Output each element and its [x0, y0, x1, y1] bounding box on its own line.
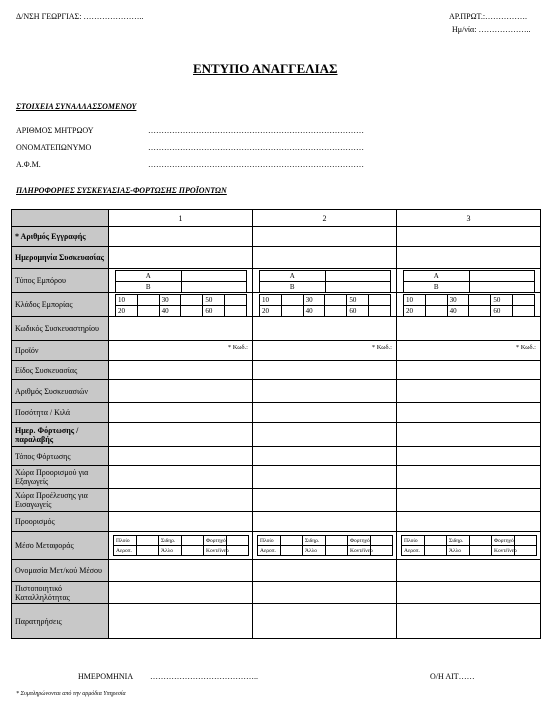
trade-sector-cell-1 — [109, 293, 253, 317]
certificate-cell-1[interactable] — [109, 582, 253, 604]
table-row — [12, 361, 541, 380]
trader-type-b[interactable]: Β — [260, 282, 326, 293]
trader-section-heading: ΣΤΟΙΧΕΙΑ ΣΥΝΑΛΛΑΣΣΟΜΕΝΟΥ — [16, 102, 137, 111]
trade-sector-cell-2 — [253, 293, 397, 317]
registration-cell-3[interactable] — [397, 227, 541, 247]
sector-60[interactable]: 60 — [203, 306, 225, 317]
transport-container[interactable]: Κοντέϊνερ — [348, 546, 371, 556]
transport-other[interactable]: Άλλο — [447, 546, 470, 556]
product-cell-3[interactable] — [397, 341, 541, 361]
load-place-cell-1[interactable] — [109, 447, 253, 466]
table-row — [12, 341, 541, 361]
transport-rail[interactable]: Σιδηρ. — [447, 536, 470, 546]
transport-container[interactable]: Κοντέϊνερ — [492, 546, 515, 556]
row-label-export-destination: Χώρα Προορισμού για Εξαγωγείς — [12, 466, 109, 489]
certificate-cell-3[interactable] — [397, 582, 541, 604]
column-header-1: 1 — [109, 210, 253, 227]
registry-number-label: ΑΡΙΘΜΟΣ ΜΗΤΡΩΟΥ — [16, 126, 94, 135]
table-row — [12, 466, 541, 489]
table-row — [12, 582, 541, 604]
sector-10[interactable]: 10 — [116, 295, 138, 306]
row-label-load-date: Ημερ. Φόρτωσης / παραλαβής — [12, 423, 109, 447]
pack-code-cell-1[interactable] — [109, 317, 253, 341]
product-code-label: * Κωδ.: — [227, 344, 248, 351]
sector-50[interactable]: 50 — [347, 295, 369, 306]
table-row — [12, 560, 541, 582]
sector-10[interactable]: 10 — [260, 295, 282, 306]
sector-40[interactable]: 40 — [159, 306, 181, 317]
transport-cell-1 — [109, 532, 253, 560]
load-date-cell-1[interactable] — [109, 423, 253, 447]
full-name-value[interactable]: ……………………………………………………………………… — [148, 143, 364, 152]
product-cell-1[interactable] — [109, 341, 253, 361]
remarks-cell-3[interactable] — [397, 604, 541, 639]
sector-40[interactable]: 40 — [303, 306, 325, 317]
table-row — [12, 269, 541, 293]
remarks-cell-2[interactable] — [253, 604, 397, 639]
trader-type-cell-2 — [253, 269, 397, 293]
row-label-pack-date: Ημερομηνία Συσκευασίας — [12, 247, 109, 269]
sector-30[interactable]: 30 — [303, 295, 325, 306]
table-row — [12, 423, 541, 447]
transport-ship[interactable]: Πλοίο — [402, 536, 425, 546]
column-header-3: 3 — [397, 210, 541, 227]
trader-type-b[interactable]: Β — [116, 282, 182, 293]
trader-type-cell-3 — [397, 269, 541, 293]
row-label-transport-name: Ονομασία Μετ/κού Μέσου — [12, 560, 109, 582]
tax-id-value[interactable]: ……………………………………………………………………… — [148, 160, 364, 169]
table-row — [12, 380, 541, 403]
trader-type-a-box[interactable] — [181, 271, 247, 282]
load-date-cell-2[interactable] — [253, 423, 397, 447]
transport-name-cell-1[interactable] — [109, 560, 253, 582]
export-destination-cell-1[interactable] — [109, 466, 253, 489]
row-label-trade-sector: Κλάδος Εμπορίας — [12, 293, 109, 317]
row-label-destination: Προορισμός — [12, 512, 109, 532]
transport-rail[interactable]: Σιδηρ. — [303, 536, 326, 546]
transport-air[interactable]: Αεροπ. — [114, 546, 137, 556]
column-header-2: 2 — [253, 210, 397, 227]
directorate-field: Δ/ΝΣΗ ΓΕΩΡΓΙΑΣ: ………………….. — [16, 12, 144, 21]
row-label-pack-kind: Είδος Συσκευασίας — [12, 361, 109, 380]
destination-cell-3[interactable] — [397, 512, 541, 532]
destination-cell-1[interactable] — [109, 512, 253, 532]
transport-rail[interactable]: Σιδηρ. — [159, 536, 182, 546]
certificate-cell-2[interactable] — [253, 582, 397, 604]
product-code-label: * Κωδ.: — [371, 344, 392, 351]
pack-kind-cell-2[interactable] — [253, 361, 397, 380]
sector-30[interactable]: 30 — [159, 295, 181, 306]
remarks-cell-1[interactable] — [109, 604, 253, 639]
pack-code-cell-3[interactable] — [397, 317, 541, 341]
full-name-label: ΟΝΟΜΑΤΕΠΩΝΥΜΟ — [16, 143, 92, 152]
trader-type-b-box[interactable] — [181, 282, 247, 293]
table-row — [12, 512, 541, 532]
footer-date-label: ΗΜΕΡΟΜΗΝΙΑ — [78, 672, 134, 681]
row-label-pack-code: Κωδικός Συσκευαστηρίου — [12, 317, 109, 341]
sector-20[interactable]: 20 — [260, 306, 282, 317]
trader-type-a-box[interactable] — [469, 271, 535, 282]
sector-50[interactable]: 50 — [491, 295, 513, 306]
destination-cell-2[interactable] — [253, 512, 397, 532]
table-row — [12, 489, 541, 512]
sector-30[interactable]: 30 — [447, 295, 469, 306]
transport-other[interactable]: Άλλο — [303, 546, 326, 556]
product-code-label: * Κωδ.: — [515, 344, 536, 351]
sector-60[interactable]: 60 — [491, 306, 513, 317]
export-destination-cell-2[interactable] — [253, 466, 397, 489]
transport-name-cell-3[interactable] — [397, 560, 541, 582]
table-row — [12, 604, 541, 639]
registration-cell-1[interactable] — [109, 227, 253, 247]
transport-truck[interactable]: Φορτηγό — [348, 536, 371, 546]
row-label-transport: Μέσο Μεταφοράς — [12, 532, 109, 560]
pack-count-cell-1[interactable] — [109, 380, 253, 403]
row-label-product: Προϊόν — [12, 341, 109, 361]
row-label-load-place: Τόπος Φόρτωσης — [12, 447, 109, 466]
sector-40[interactable]: 40 — [447, 306, 469, 317]
row-label-pack-count: Αριθμός Συσκευασιών — [12, 380, 109, 403]
trader-type-b-box[interactable] — [325, 282, 391, 293]
pack-code-cell-2[interactable] — [253, 317, 397, 341]
load-place-cell-2[interactable] — [253, 447, 397, 466]
trader-type-a-box[interactable] — [325, 271, 391, 282]
table-row — [12, 227, 541, 247]
transport-cell-3 — [397, 532, 541, 560]
quantity-cell-2[interactable] — [253, 403, 397, 423]
packing-section-heading: ΠΛΗΡΟΦΟΡΙΕΣ ΣΥΣΚΕΥΑΣΙΑΣ-ΦΟΡΤΩΣΗΣ ΠΡΟΪΟΝΤΩΝ — [16, 186, 227, 195]
registry-number-value[interactable]: ……………………………………………………………………… — [148, 126, 364, 135]
table-row — [12, 247, 541, 269]
form-title: ΕΝΤΥΠΟ ΑΝΑΓΓΕΛΙΑΣ — [193, 61, 338, 76]
applicant-signature-label: Ο/Η ΑΙΤ…… — [430, 672, 475, 681]
sector-10[interactable]: 10 — [404, 295, 426, 306]
header-blank — [12, 210, 109, 227]
footnote: * Συμπληρώνονται από την αρμόδια Υπηρεσία — [16, 691, 126, 697]
trader-type-a[interactable]: Α — [260, 271, 326, 282]
table-header-row — [12, 210, 541, 227]
pack-kind-cell-3[interactable] — [397, 361, 541, 380]
trader-type-a[interactable]: Α — [404, 271, 470, 282]
row-label-registration: * Αριθμός Εγγραφής — [12, 227, 109, 247]
transport-ship[interactable]: Πλοίο — [114, 536, 137, 546]
table-row — [12, 293, 541, 317]
export-destination-cell-3[interactable] — [397, 466, 541, 489]
transport-cell-2 — [253, 532, 397, 560]
pack-date-cell-2[interactable] — [253, 247, 397, 269]
row-label-quantity: Ποσότητα / Κιλά — [12, 403, 109, 423]
pack-count-cell-3[interactable] — [397, 380, 541, 403]
pack-date-cell-1[interactable] — [109, 247, 253, 269]
table-row — [12, 447, 541, 466]
import-origin-cell-1[interactable] — [109, 489, 253, 512]
import-origin-cell-2[interactable] — [253, 489, 397, 512]
sector-20[interactable]: 20 — [116, 306, 138, 317]
table-row — [12, 317, 541, 341]
transport-other[interactable]: Άλλο — [159, 546, 182, 556]
sector-50[interactable]: 50 — [203, 295, 225, 306]
product-cell-2[interactable] — [253, 341, 397, 361]
footer-date-value[interactable]: ………………………………….. — [150, 672, 258, 681]
date-field: Ημ/νία: ……………….. — [452, 25, 531, 34]
row-label-certificate: Πιστοποιητικό Καταλληλότητας — [12, 582, 109, 604]
packing-table — [11, 209, 540, 648]
transport-air[interactable]: Αεροπ. — [258, 546, 281, 556]
pack-count-cell-2[interactable] — [253, 380, 397, 403]
import-origin-cell-3[interactable] — [397, 489, 541, 512]
table-row — [12, 532, 541, 560]
load-date-cell-3[interactable] — [397, 423, 541, 447]
trade-sector-cell-3 — [397, 293, 541, 317]
trader-type-b-box[interactable] — [469, 282, 535, 293]
table-row — [12, 403, 541, 423]
row-label-import-origin: Χώρα Προέλευσης για Εισαγωγείς — [12, 489, 109, 512]
load-place-cell-3[interactable] — [397, 447, 541, 466]
transport-container[interactable]: Κοντέϊνερ — [204, 546, 227, 556]
registration-cell-2[interactable] — [253, 227, 397, 247]
tax-id-label: Α.Φ.Μ. — [16, 160, 41, 169]
sector-60[interactable]: 60 — [347, 306, 369, 317]
pack-kind-cell-1[interactable] — [109, 361, 253, 380]
row-label-remarks: Παρατηρήσεις — [12, 604, 109, 639]
protocol-number-field: ΑΡ.ΠΡΩΤ.:……………. — [449, 12, 528, 21]
quantity-cell-3[interactable] — [397, 403, 541, 423]
trader-type-b[interactable]: Β — [404, 282, 470, 293]
transport-name-cell-2[interactable] — [253, 560, 397, 582]
quantity-cell-1[interactable] — [109, 403, 253, 423]
transport-ship[interactable]: Πλοίο — [258, 536, 281, 546]
sector-20[interactable]: 20 — [404, 306, 426, 317]
transport-truck[interactable]: Φορτηγό — [204, 536, 227, 546]
transport-truck[interactable]: Φορτηγό — [492, 536, 515, 546]
row-label-trader-type: Τύπος Εμπόρου — [12, 269, 109, 293]
pack-date-cell-3[interactable] — [397, 247, 541, 269]
trader-type-a[interactable]: Α — [116, 271, 182, 282]
trader-type-cell-1 — [109, 269, 253, 293]
transport-air[interactable]: Αεροπ. — [402, 546, 425, 556]
